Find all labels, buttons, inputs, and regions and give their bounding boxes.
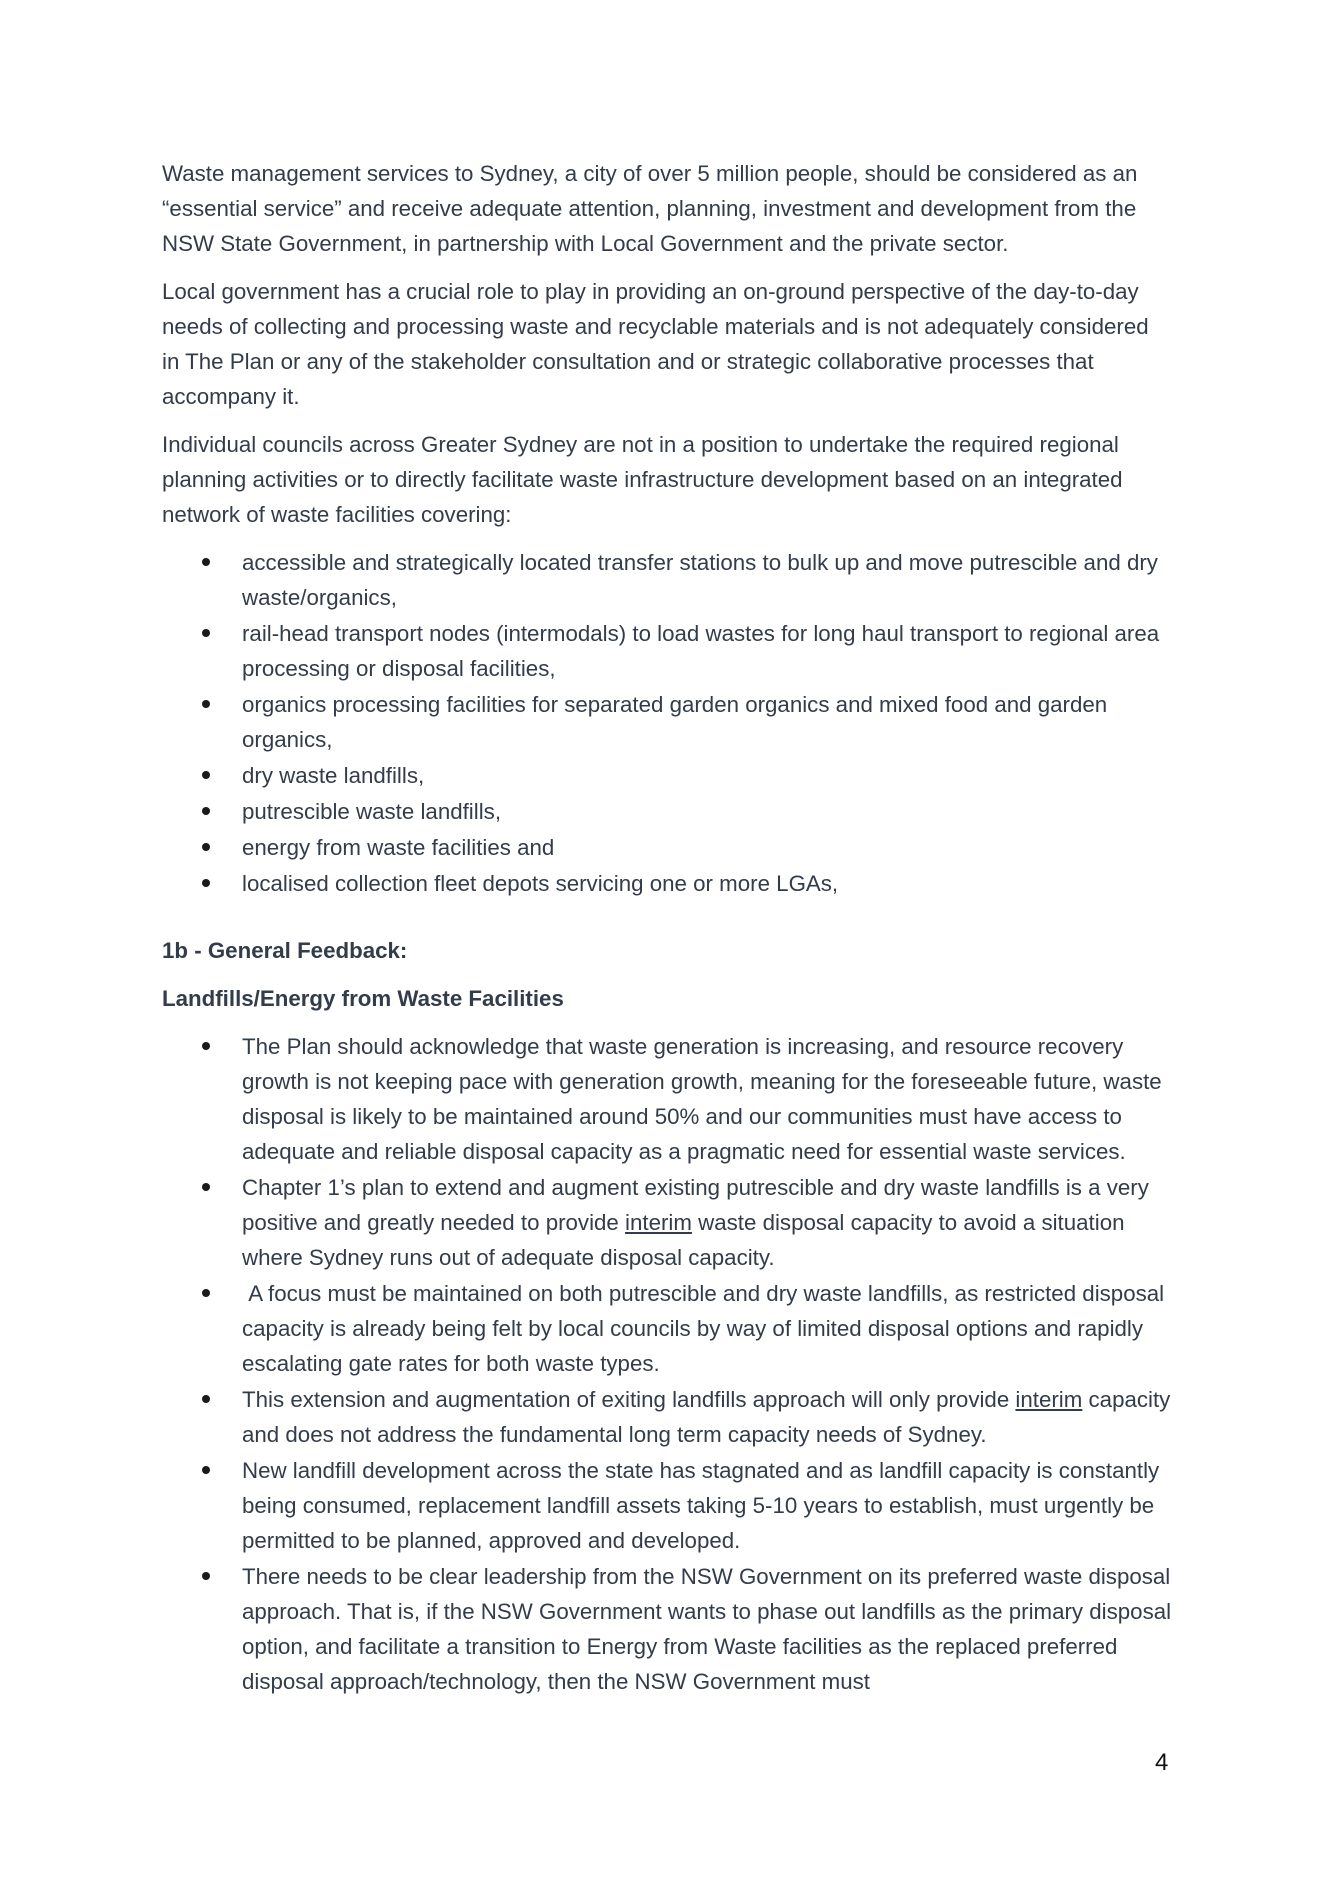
bullet-icon <box>202 807 210 815</box>
paragraph-local-government-role: Local government has a crucial role to play in providing an on-ground perspective of the day-to-day needs of collecting and processing waste and recyclable materials and is not adequately considered in The Plan or any of the stakeholder consultation and or strategic collaborative processes that accompany it. <box>162 279 1149 409</box>
bullet-icon <box>202 629 210 637</box>
bullet-icon <box>202 1466 210 1474</box>
bullet-icon <box>202 1289 210 1297</box>
list-item: A focus must be maintained on both putrescible and dry waste landfills, as restricted disposal capacity is already being felt by local councils by way of limited disposal options and rapidly escalating gate rates for both waste types. <box>162 1276 1172 1381</box>
section-heading: 1b - General Feedback: <box>162 938 408 963</box>
list-item: rail-head transport nodes (intermodals) to load wastes for long haul transport to regional area processing or disposal facilities, <box>162 616 1172 686</box>
bullet-icon <box>202 843 210 851</box>
facility-bullet-list <box>162 545 1172 901</box>
list-item: organics processing facilities for separated garden organics and mixed food and garden organics, <box>162 687 1172 757</box>
list-item: This extension and augmentation of exiting landfills approach will only provide interim capacity and does not address the fundamental long term capacity needs of Sydney. <box>162 1382 1172 1452</box>
feedback-bullet-list <box>162 1029 1172 1699</box>
underlined-term: interim <box>625 1210 692 1235</box>
list-item: dry waste landfills, <box>162 758 1172 793</box>
bullet-icon <box>202 558 210 566</box>
list-item: energy from waste facilities and <box>162 830 1172 865</box>
subsection-heading: Landfills/Energy from Waste Facilities <box>162 986 564 1011</box>
bullet-icon <box>202 771 210 779</box>
list-item: accessible and strategically located transfer stations to bulk up and move putrescible and dry waste/organics, <box>162 545 1172 615</box>
list-item: New landfill development across the state has stagnated and as landfill capacity is constantly being consumed, replacement landfill assets taking 5-10 years to establish, must urgently be permitted to be planned, approved and developed. <box>162 1453 1172 1558</box>
list-item: There needs to be clear leadership from the NSW Government on its preferred waste disposal approach. That is, if the NSW Government wants to phase out landfills as the primary disposal option, and facilitate a transition to Energy from Waste facilities as the replaced preferred disposal approach/technology, then the NSW Government must <box>162 1559 1172 1699</box>
bullet-icon <box>202 1042 210 1050</box>
list-item: Chapter 1’s plan to extend and augment existing putrescible and dry waste landfills is a very positive and greatly needed to provide interim waste disposal capacity to avoid a situation where Sydney runs out of adequate disposal capacity. <box>162 1170 1172 1275</box>
page-number: 4 <box>1155 1749 1169 1776</box>
list-item: The Plan should acknowledge that waste generation is increasing, and resource recovery growth is not keeping pace with generation growth, meaning for the foreseeable future, waste disposal is likely to be maintained around 50% and our communities must have access to adequate and reliable disposal capacity as a pragmatic need for essential waste services. <box>162 1029 1172 1169</box>
paragraph-essential-service: Waste management services to Sydney, a city of over 5 million people, should be considered as an “essential service” and receive adequate attention, planning, investment and development from the NSW State Government, in partnership with Local Government and the private sector. <box>162 161 1138 256</box>
underlined-term: interim <box>1015 1387 1083 1412</box>
bullet-icon <box>202 700 210 708</box>
bullet-icon <box>202 1183 210 1191</box>
document-body <box>162 156 1172 1712</box>
list-item: localised collection fleet depots servicing one or more LGAs, <box>162 866 1172 901</box>
bullet-icon <box>202 1572 210 1580</box>
paragraph-individual-councils: Individual councils across Greater Sydney are not in a position to undertake the required regional planning activities or to directly facilitate waste infrastructure development based on an integrated network of waste facilities covering: <box>162 432 1123 527</box>
bullet-icon <box>202 879 210 887</box>
bullet-icon <box>202 1395 210 1403</box>
list-item: putrescible waste landfills, <box>162 794 1172 829</box>
